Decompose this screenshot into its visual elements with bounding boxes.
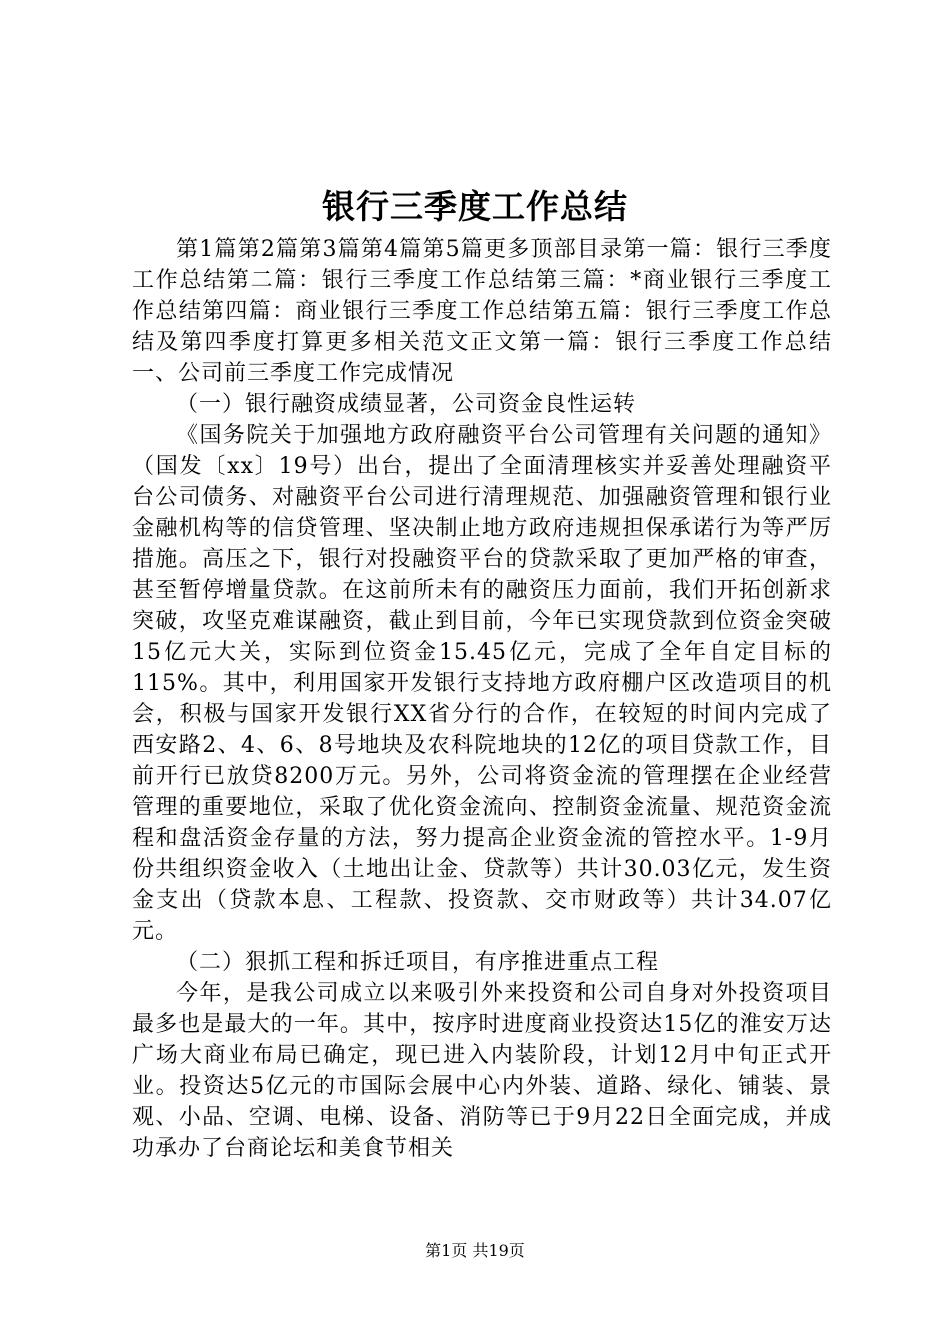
paragraph-projects-details: 今年，是我公司成立以来吸引外来投资和公司自身对外投资项目最多也是最大的一年。其中，按序时进度商业投资达15亿的淮安万达广场大商业布局已确定，现已进入内装阶段，计划12月中旬正式开业。投资达5亿元的市国际会展中心内外装、道路、绿化、铺装、景观、小品、空调、电梯、设备、消防等已于9月22日全面完成，并成功承办了台商论坛和美食节相关 (132, 981, 832, 1161)
page-number-footer: 第1页 共19页 (425, 1241, 525, 1260)
document-body (132, 234, 832, 1164)
paragraph-heading-financing: （一）银行融资成绩显著，公司资金良性运转 (176, 392, 637, 417)
paragraph-toc-intro: 第1篇第2篇第3篇第4篇第5篇更多顶部目录第一篇：银行三季度工作总结第二篇：银行三季度工作总结第三篇：*商业银行三季度工作总结第四篇：商业银行三季度工作总结第五篇：银行三季度工作总结及第四季度打算更多相关范文正文第一篇：银行三季度工作总结一、公司前三季度工作完成情况 (132, 237, 832, 386)
paragraph-heading-projects: （二）狠抓工程和拆迁项目，有序推进重点工程 (176, 950, 660, 975)
document-title: 银行三季度工作总结 (322, 187, 628, 226)
paragraph-financing-details: 《国务院关于加强地方政府融资平台公司管理有关问题的通知》（国发〔xx〕19号）出台，提出了全面清理核实并妥善处理融资平台公司债务、对融资平台公司进行清理规范、加强融资管理和银行业金融机构等的信贷管理、坚决制止地方政府违规担保承诺行为等严厉措施。高压之下，银行对投融资平台的贷款采取了更加严格的审查，甚至暂停增量贷款。在这前所未有的融资压力面前，我们开拓创新求突破，攻坚克难谋融资，截止到目前，今年已实现贷款到位资金突破15亿元大关，实际到位资金15.45亿元，完成了全年自定目标的115%。其中，利用国家开发银行支持地方政府棚户区改造项目的机会，积极与国家开发银行XX省分行的合作，在较短的时间内完成了西安路2、4、6、8号地块及农科院地块的12亿的项目贷款工作，目前开行已放贷8200万元。另外，公司将资金流的管理摆在企业经营管理的重要地位，采取了优化资金流向、控制资金流量、规范资金流程和盘活资金存量的方法，努力提高企业资金流的管控水平。1-9月份共组织资金收入（土地出让金、贷款等）共计30.03亿元，发生资金支出（贷款本息、工程款、投资款、交市财政等）共计34.07亿元。 (132, 423, 832, 944)
